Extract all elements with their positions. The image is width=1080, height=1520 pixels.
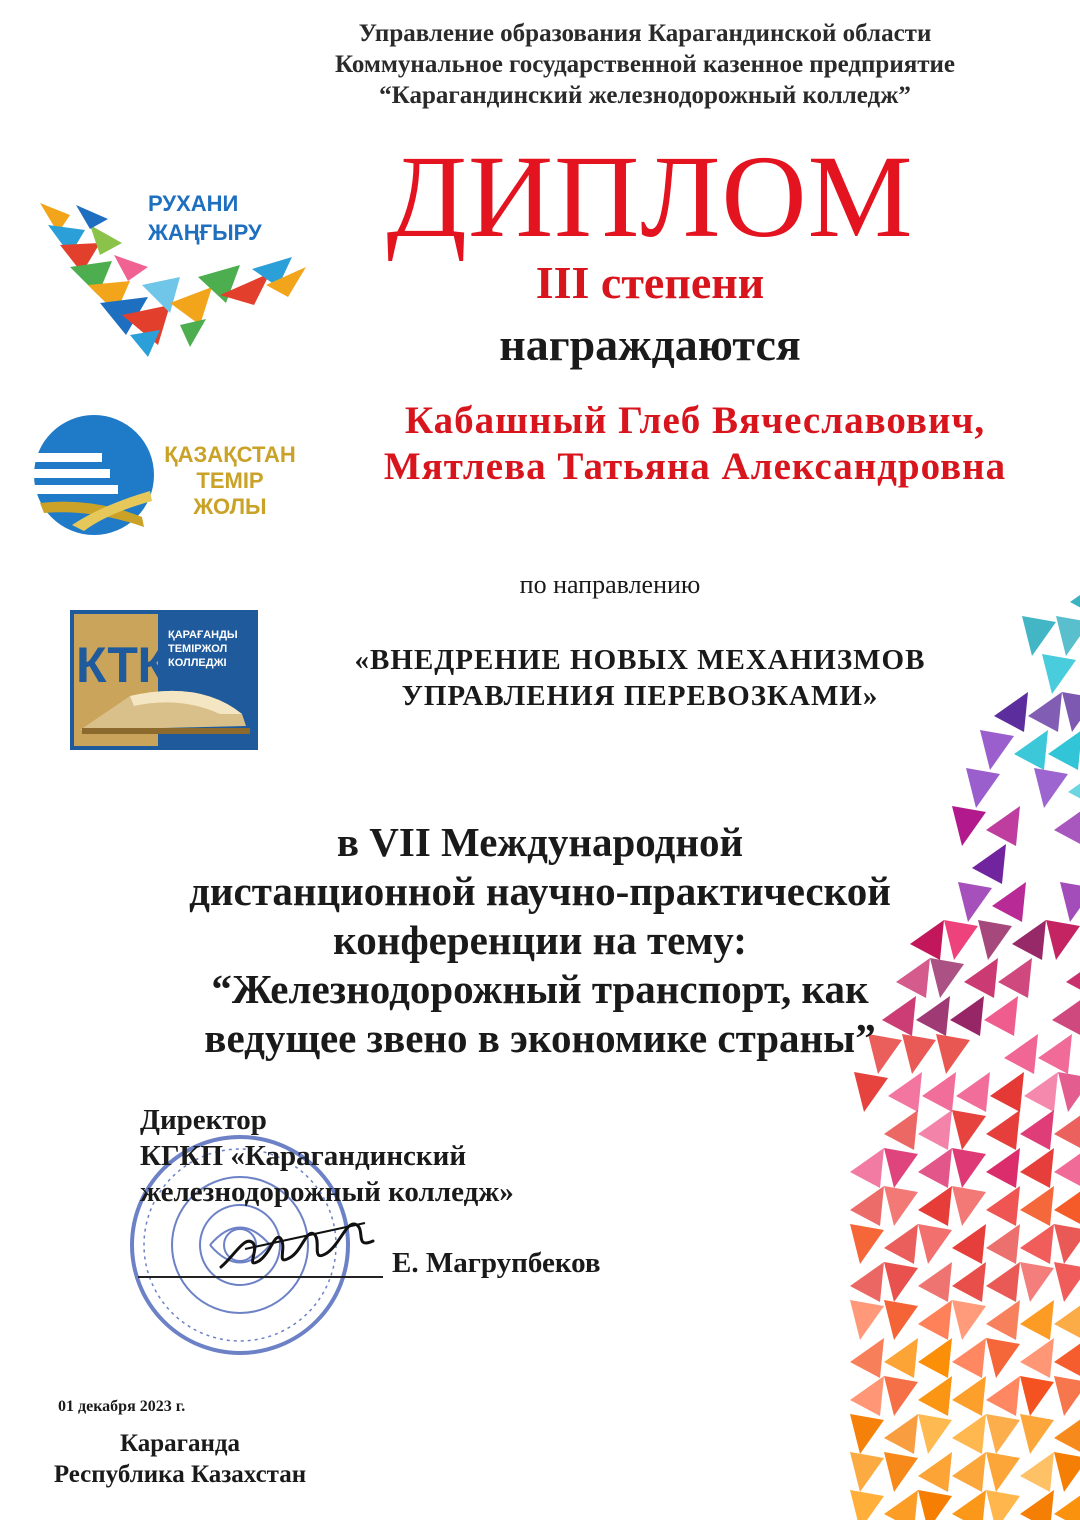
decorative-triangle xyxy=(994,692,1028,732)
decorative-triangle xyxy=(1054,1186,1080,1226)
decorative-triangle xyxy=(1054,1300,1080,1340)
ktk-line-1: ҚАРАҒАНДЫ xyxy=(168,629,238,641)
decorative-triangle xyxy=(884,1452,918,1492)
decorative-triangle xyxy=(918,1338,952,1378)
decorative-triangle xyxy=(850,1452,884,1492)
decorative-triangle xyxy=(850,1148,884,1188)
decorative-triangle xyxy=(850,1262,884,1302)
decorative-triangle xyxy=(1060,882,1080,922)
decorative-triangle xyxy=(1038,1034,1072,1074)
ktzh-line-3: ЖОЛЫ xyxy=(193,494,267,519)
decorative-triangle xyxy=(986,1490,1020,1520)
recipient-name-1: Кабашный Глеб Вячеславович, xyxy=(404,399,986,442)
decorative-triangle xyxy=(952,1414,986,1454)
decorative-triangle xyxy=(922,1072,956,1112)
decorative-triangle xyxy=(884,1414,918,1454)
decorative-triangle xyxy=(1052,996,1080,1036)
decorative-triangle xyxy=(1054,1452,1080,1492)
decorative-triangle xyxy=(884,1186,918,1226)
decorative-triangle xyxy=(986,1338,1020,1378)
decorative-triangle xyxy=(952,1110,986,1150)
decorative-triangle xyxy=(986,1452,1020,1492)
director-title: Директор xyxy=(140,1104,267,1136)
decorative-triangle xyxy=(1020,1452,1054,1492)
issue-place xyxy=(20,1428,340,1490)
decorative-triangle xyxy=(986,1148,1020,1188)
decorative-triangle xyxy=(884,1262,918,1302)
conference-line-1: в VII Международной xyxy=(336,819,744,865)
decorative-triangle xyxy=(1012,920,1046,960)
decorative-triangle xyxy=(1054,1490,1080,1520)
decorative-triangle xyxy=(1054,1110,1080,1150)
decorative-triangle xyxy=(888,1072,922,1112)
decorative-triangle xyxy=(850,1186,884,1226)
decorative-triangle xyxy=(918,1262,952,1302)
decorative-triangle xyxy=(986,1376,1020,1416)
decorative-triangle xyxy=(1048,730,1080,770)
decorative-triangle xyxy=(986,1186,1020,1226)
decorative-triangle xyxy=(1054,1376,1080,1416)
ktk-line-2: ТЕМІРЖОЛ xyxy=(168,643,228,655)
decorative-triangle xyxy=(850,1300,884,1340)
decorative-triangle xyxy=(952,1490,986,1520)
decorative-triangle xyxy=(1020,1262,1054,1302)
decorative-triangle xyxy=(1020,1186,1054,1226)
decorative-triangle xyxy=(990,1072,1024,1112)
issue-date: 01 декабря 2023 г. xyxy=(58,1398,186,1415)
decorative-triangle xyxy=(1054,806,1080,846)
decorative-triangle xyxy=(952,1224,986,1264)
decorative-triangle xyxy=(1004,1034,1038,1074)
decorative-triangle xyxy=(986,1262,1020,1302)
decorative-triangle xyxy=(850,1338,884,1378)
direction-line-2: УПРАВЛЕНИЯ ПЕРЕВОЗКАМИ» xyxy=(401,680,879,712)
decorative-triangle xyxy=(884,1110,918,1150)
decorative-triangle xyxy=(952,1262,986,1302)
decorative-triangle xyxy=(956,1072,990,1112)
decorative-triangle xyxy=(918,1110,952,1150)
director-block xyxy=(140,1102,740,1210)
decorative-triangle xyxy=(952,1300,986,1340)
signer-name: Е. Магрупбеков xyxy=(392,1247,601,1279)
decorative-triangle xyxy=(1034,768,1068,808)
decorative-triangle xyxy=(854,1072,888,1112)
decorative-triangle xyxy=(884,1224,918,1264)
decorative-triangle xyxy=(978,920,1012,960)
decorative-triangle xyxy=(918,1490,952,1520)
decorative-triangle xyxy=(1056,616,1080,656)
conference-line-2: дистанционной научно-практической xyxy=(189,868,891,914)
decorative-triangle xyxy=(1054,1262,1080,1302)
decorative-triangle xyxy=(884,1490,918,1520)
decorative-triangle xyxy=(1020,1490,1054,1520)
issue-city: Караганда xyxy=(119,1430,241,1457)
decorative-triangle xyxy=(986,1414,1020,1454)
decorative-triangle xyxy=(986,1224,1020,1264)
conference-description xyxy=(100,818,980,1063)
decorative-triangle xyxy=(850,1414,884,1454)
decorative-triangle xyxy=(1054,1414,1080,1454)
decorative-triangle xyxy=(850,1376,884,1416)
header-line-1: Управление образования Карагандинской области xyxy=(358,20,932,47)
decorative-triangle xyxy=(1020,1148,1054,1188)
header-line-2: Коммунальное государственной казенное предприятие xyxy=(334,51,956,78)
decorative-triangle xyxy=(1020,1300,1054,1340)
decorative-triangle xyxy=(884,1338,918,1378)
decorative-triangle xyxy=(918,1376,952,1416)
decorative-triangle xyxy=(1028,692,1062,732)
decorative-triangle xyxy=(980,730,1014,770)
decorative-triangle xyxy=(998,958,1032,998)
decorative-triangle xyxy=(1020,1376,1054,1416)
ktk-abbr: КТК xyxy=(76,637,168,693)
decorative-triangle xyxy=(966,768,1000,808)
decorative-triangle xyxy=(918,1186,952,1226)
decorative-triangle xyxy=(1070,578,1080,618)
ktzh-line-2: ТЕМІР xyxy=(196,468,264,493)
decorative-triangle xyxy=(918,1300,952,1340)
diploma-title: ДИПЛОМ xyxy=(386,131,914,262)
decorative-triangle xyxy=(952,1452,986,1492)
conference-line-4: “Железнодорожный транспорт, как xyxy=(211,966,869,1012)
decorative-triangle xyxy=(850,1490,884,1520)
director-org-line-1: КГКП «Карагандинский xyxy=(140,1140,467,1172)
decorative-triangle xyxy=(1020,1338,1054,1378)
decorative-triangle xyxy=(984,996,1018,1036)
decorative-triangle xyxy=(918,1148,952,1188)
decorative-triangle xyxy=(952,1376,986,1416)
organization-header xyxy=(200,18,1080,111)
decorative-triangle xyxy=(1068,768,1080,808)
ktk-college-logo xyxy=(70,610,260,752)
conference-line-3: конференции на тему: xyxy=(333,917,747,963)
decorative-triangle xyxy=(1046,920,1080,960)
kazakhstan-temir-zholy-logo xyxy=(32,400,307,545)
ktk-line-3: КОЛЛЕДЖІ xyxy=(168,657,227,669)
issue-country: Республика Казахстан xyxy=(53,1461,307,1488)
ruhani-text: РУХАНИ xyxy=(148,191,239,216)
decorative-triangle xyxy=(1062,692,1080,732)
decorative-triangle xyxy=(884,1376,918,1416)
recipient-names xyxy=(310,398,1080,490)
decorative-triangle xyxy=(1022,616,1056,656)
direction-line-1: «ВНЕДРЕНИЕ НОВЫХ МЕХАНИЗМОВ xyxy=(354,644,926,676)
decorative-triangle xyxy=(986,806,1020,846)
awarded-label: награждаются xyxy=(499,319,801,370)
direction-label: по направлению xyxy=(519,570,701,599)
ktzh-emblem-icon xyxy=(32,405,162,545)
decorative-triangle xyxy=(1020,1110,1054,1150)
direction-title xyxy=(300,642,980,714)
decorative-triangle xyxy=(884,1148,918,1188)
decorative-triangle xyxy=(884,1300,918,1340)
decorative-triangle xyxy=(1058,1072,1080,1112)
decorative-triangle xyxy=(918,1414,952,1454)
decorative-triangle xyxy=(952,1186,986,1226)
decorative-triangle xyxy=(1020,1414,1054,1454)
decorative-triangle xyxy=(850,1224,884,1264)
decorative-triangle xyxy=(918,1224,952,1264)
decorative-triangle xyxy=(952,1148,986,1188)
director-org-line-2: железнодорожный колледж» xyxy=(140,1176,514,1208)
ktzh-line-1: ҚАЗАҚСТАН xyxy=(164,442,296,467)
recipient-name-2: Мятлева Татьяна Александровна xyxy=(383,445,1007,488)
decorative-triangle xyxy=(952,1338,986,1378)
decorative-triangle xyxy=(1014,730,1048,770)
decorative-triangle xyxy=(1054,1148,1080,1188)
handwritten-signature xyxy=(215,1205,385,1285)
decorative-triangle xyxy=(918,1452,952,1492)
decorative-triangle xyxy=(1066,958,1080,998)
zhangyru-text: ЖАҢҒЫРУ xyxy=(148,220,262,245)
diploma-degree: III степени xyxy=(535,257,765,308)
decorative-triangle xyxy=(1024,1072,1058,1112)
decorative-triangle xyxy=(1054,1338,1080,1378)
conference-line-5: ведущее звено в экономике страны” xyxy=(204,1015,876,1061)
decorative-triangle xyxy=(1042,654,1076,694)
signature-line xyxy=(138,1276,383,1278)
decorative-triangle xyxy=(1054,1224,1080,1264)
decorative-triangle xyxy=(1020,1224,1054,1264)
decorative-triangle xyxy=(992,882,1026,922)
ruhani-zhangyru-logo xyxy=(30,185,330,360)
decorative-triangle xyxy=(986,1300,1020,1340)
header-line-3: “Карагандинский железнодорожный колледж” xyxy=(379,82,911,109)
decorative-triangle xyxy=(986,1110,1020,1150)
